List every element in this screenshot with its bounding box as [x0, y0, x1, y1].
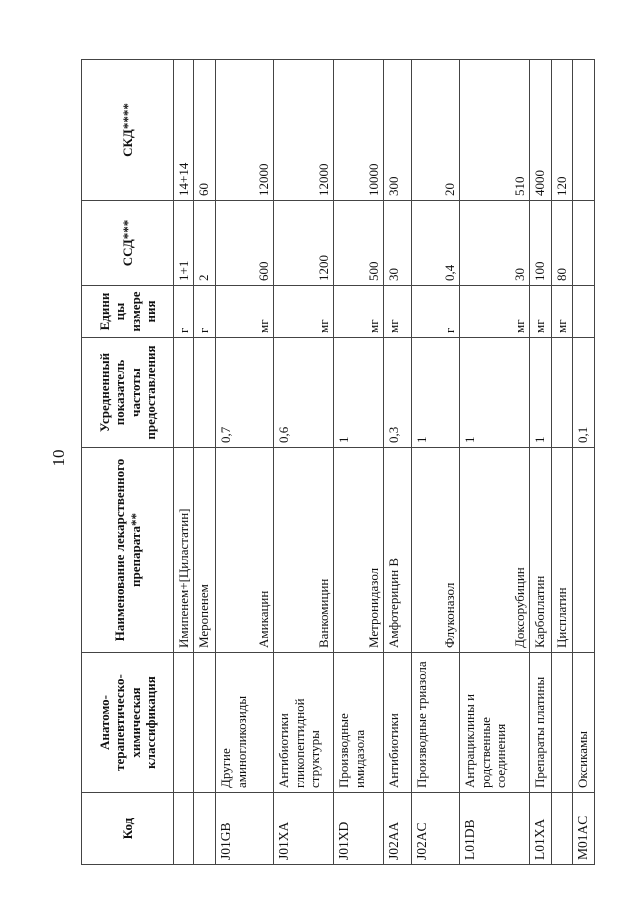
cell-freq: 0,1 — [572, 338, 594, 448]
cell-code: J02AC — [412, 793, 460, 865]
table-row — [194, 60, 216, 865]
cell-skd: 510 — [460, 60, 530, 201]
page-number: 10 — [49, 449, 68, 467]
cell-drug: Ванкомицин — [274, 448, 334, 653]
cell-skd: 300 — [384, 60, 412, 201]
rotated-table-container — [81, 60, 626, 865]
cell-freq: 1 — [530, 338, 552, 448]
cell-freq — [174, 338, 194, 448]
cell-code — [552, 793, 572, 865]
cell-freq: 0,3 — [384, 338, 412, 448]
table-row — [334, 60, 384, 865]
cell-units: мг — [552, 286, 572, 338]
header-code: Код — [82, 793, 174, 865]
cell-freq — [194, 338, 216, 448]
table-row — [216, 60, 274, 865]
cell-units: мг — [460, 286, 530, 338]
cell-drug: Меропенем — [194, 448, 216, 653]
cell-drug: Амфотерицин В — [384, 448, 412, 653]
cell-ssd: 0,4 — [412, 201, 460, 286]
cell-drug: Цисплатин — [552, 448, 572, 653]
cell-drug: Амикацин — [216, 448, 274, 653]
drug-table — [81, 59, 595, 865]
cell-code: J01XD — [334, 793, 384, 865]
cell-drug: Флуконазол — [412, 448, 460, 653]
cell-atc — [174, 653, 194, 793]
header-skd: СКД**** — [82, 60, 174, 201]
cell-ssd: 500 — [334, 201, 384, 286]
cell-units: мг — [334, 286, 384, 338]
header-row — [82, 60, 174, 865]
cell-skd: 12000 — [274, 60, 334, 201]
cell-units: мг — [274, 286, 334, 338]
cell-units: г — [412, 286, 460, 338]
cell-skd: 20 — [412, 60, 460, 201]
cell-code: M01AC — [572, 793, 594, 865]
cell-skd: 120 — [552, 60, 572, 201]
cell-freq: 0,6 — [274, 338, 334, 448]
cell-units: г — [174, 286, 194, 338]
cell-atc: Препараты платины — [530, 653, 552, 793]
cell-skd: 60 — [194, 60, 216, 201]
table-row — [174, 60, 194, 865]
table-row — [384, 60, 412, 865]
cell-atc: Оксикамы — [572, 653, 594, 793]
table-row — [274, 60, 334, 865]
cell-atc: Другие аминогликозиды — [216, 653, 274, 793]
cell-code: J01GB — [216, 793, 274, 865]
cell-ssd: 600 — [216, 201, 274, 286]
cell-ssd: 1+1 — [174, 201, 194, 286]
cell-skd: 14+14 — [174, 60, 194, 201]
table-row — [572, 60, 594, 865]
cell-atc: Производные имидазола — [334, 653, 384, 793]
cell-skd — [572, 60, 594, 201]
cell-skd: 12000 — [216, 60, 274, 201]
cell-freq: 1 — [334, 338, 384, 448]
cell-atc: Антрациклины и родственные соединения — [460, 653, 530, 793]
cell-drug: Карбоплатин — [530, 448, 552, 653]
cell-skd: 10000 — [334, 60, 384, 201]
cell-ssd: 30 — [384, 201, 412, 286]
cell-skd: 4000 — [530, 60, 552, 201]
header-atc: Анатомо-терапевтическо-химическая классификация — [82, 653, 174, 793]
cell-units: мг — [530, 286, 552, 338]
cell-drug: Доксорубицин — [460, 448, 530, 653]
cell-units: г — [194, 286, 216, 338]
cell-atc — [194, 653, 216, 793]
table-row — [460, 60, 530, 865]
cell-code: J02AA — [384, 793, 412, 865]
cell-ssd: 2 — [194, 201, 216, 286]
cell-atc: Антибиотики гликопептидной структуры — [274, 653, 334, 793]
cell-freq: 0,7 — [216, 338, 274, 448]
cell-atc: Антибиотики — [384, 653, 412, 793]
cell-ssd: 80 — [552, 201, 572, 286]
cell-drug: Метронидазол — [334, 448, 384, 653]
cell-code: L01XA — [530, 793, 552, 865]
cell-drug: Имипенем+[Циластатин] — [174, 448, 194, 653]
header-drug: Наименование лекарственного препарата** — [82, 448, 174, 653]
header-ssd: ССД*** — [82, 201, 174, 286]
cell-atc: Производные триазола — [412, 653, 460, 793]
cell-code: L01DB — [460, 793, 530, 865]
header-freq: Усредненный показатель частоты предоставления — [82, 338, 174, 448]
cell-ssd: 30 — [460, 201, 530, 286]
cell-atc — [552, 653, 572, 793]
cell-units: мг — [384, 286, 412, 338]
header-units: Единицы измерения — [82, 286, 174, 338]
cell-ssd — [572, 201, 594, 286]
cell-drug — [572, 448, 594, 653]
table-row — [412, 60, 460, 865]
cell-ssd: 100 — [530, 201, 552, 286]
cell-ssd: 1200 — [274, 201, 334, 286]
cell-freq: 1 — [412, 338, 460, 448]
cell-freq — [552, 338, 572, 448]
cell-code — [174, 793, 194, 865]
table-row — [530, 60, 552, 865]
cell-code: J01XA — [274, 793, 334, 865]
cell-code — [194, 793, 216, 865]
table-row — [552, 60, 572, 865]
cell-units: мг — [216, 286, 274, 338]
cell-freq: 1 — [460, 338, 530, 448]
cell-units — [572, 286, 594, 338]
